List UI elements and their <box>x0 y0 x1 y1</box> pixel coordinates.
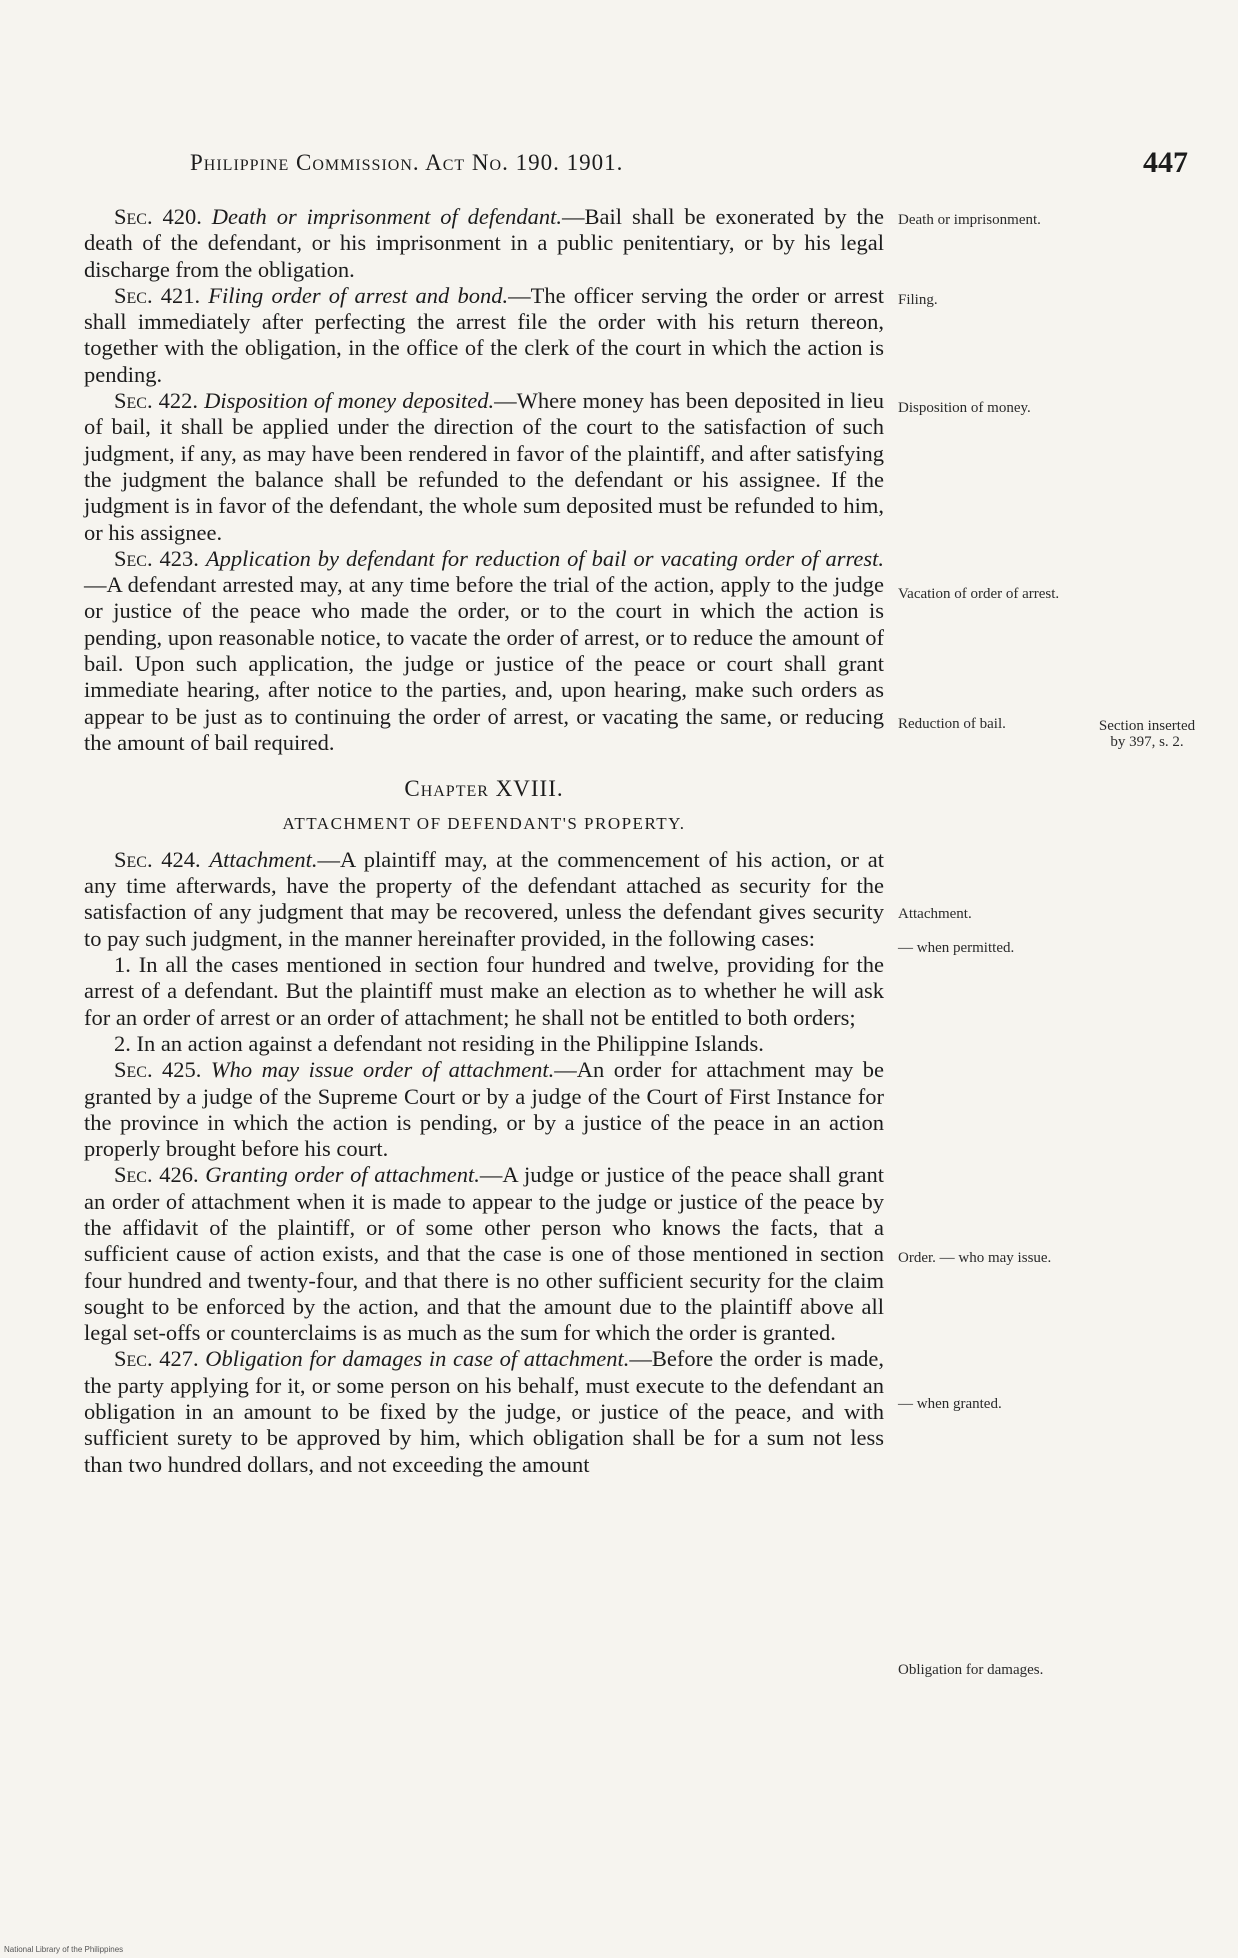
far-margin-note: Section inserted by 397, s. 2. <box>1098 718 1196 750</box>
margin-note-reduction: Reduction of bail. <box>898 716 1006 732</box>
running-head: Philippine Commission. Act No. 190. 1901. <box>190 150 624 175</box>
section-number: Sec. 422. <box>114 388 199 414</box>
clause-text: 2. In an action against a defendant not residing in the Philippine Islands. <box>114 1030 764 1056</box>
section-423 <box>84 546 884 756</box>
section-title: Granting order of attachment. <box>205 1162 480 1188</box>
clause-2 <box>84 1031 884 1057</box>
margin-note-vacation: Vacation of order of arrest. <box>898 586 1060 602</box>
section-title: Who may issue order of attachment. <box>210 1057 555 1083</box>
section-title: Filing order of arrest and bond. <box>208 282 509 308</box>
margin-note-attachment: Attachment. <box>898 906 972 922</box>
section-number: Sec. 426. <box>114 1162 199 1188</box>
section-text: —Before the order is made, the party applying for it, or some person on his behalf, must execute to the defendant an obligation in an amount to be fixed by the judge, or justice of the peace, and with sufficient surety to be approved by him, which obligation shall be for a sum not less than two hundred dollars, and not exceeding the amount <box>84 1346 884 1477</box>
section-title: Application by defendant for reduction of bail or vacating order of arrest. <box>205 545 884 571</box>
chapter-subtitle: ATTACHMENT OF DEFENDANT'S PROPERTY. <box>282 813 686 833</box>
section-number: Sec. 425. <box>114 1057 202 1083</box>
section-420 <box>84 204 884 283</box>
section-426 <box>84 1162 884 1346</box>
margin-note-obligation: Obligation for damages. <box>898 1662 1044 1678</box>
section-number: Sec. 427. <box>114 1346 199 1372</box>
clause-1 <box>84 952 884 1031</box>
margin-note-disposition: Disposition of money. <box>898 400 1031 416</box>
section-text: —A judge or justice of the peace shall grant an order of attachment when it is made to appear to the judge or justice of the peace by the affidavit of the plaintiff, or of some other person who knows the facts, that a sufficient cause of action exists, and that the case is one of those mentioned in section four hundred and twenty-four, and that there is no other sufficient security for the claim sought to be enforced by the action, and that the amount due to the plaintiff above all legal set-offs or counterclaims is as much as the sum for which the order is granted. <box>84 1162 884 1346</box>
section-425 <box>84 1057 884 1162</box>
section-number: Sec. 420. <box>114 204 202 229</box>
section-424 <box>84 847 884 952</box>
section-title: Death or imprisonment of defendant. <box>211 204 563 229</box>
section-421 <box>84 283 884 388</box>
margin-note-filing: Filing. <box>898 292 938 308</box>
section-text: —An order for attachment may be granted by a judge of the Supreme Court or by a judge of the Court of First Instance for the province in which the action is pending, or by a justice of the peace in an action properly brought before his court. <box>84 1057 885 1162</box>
chapter-title: Chapter XVIII. <box>404 776 564 802</box>
margin-note-death: Death or imprisonment. <box>898 212 1041 228</box>
section-text: —A defendant arrested may, at any time before the trial of the action, apply to the judge or justice of the peace who made the order, or to the court in which the action is pending, upon reasonable notice, to vacate the order of arrest, or to reduce the amount of bail. Upon such application, the judge or justice of the peace or court shall grant immediate hearing, after notice to the parties, and, upon hearing, make such orders as appear to be just as to continuing the order of arrest, or vacating the same, or reducing the amount of bail required. <box>84 572 884 755</box>
section-text: —Where money has been deposited in lieu of bail, it shall be applied under the direction of the court to the satisfaction of such judgment, if any, as may have been rendered in favor of the plaintiff, and after satisfying the judgment the balance shall be refunded to the defendant or his assignee. If the judgment is in favor of the defendant, the whole sum deposited must be refunded to him, or his assignee. <box>84 388 884 545</box>
section-title: Disposition of money deposited. <box>204 388 495 414</box>
section-text: —Bail shall be exonerated by the death of the defendant, or his imprisonment in a public penitentiary, or by his legal discharge from the obligation. <box>84 204 885 282</box>
margin-note-order: Order. — who may issue. <box>898 1250 1052 1266</box>
section-number: Sec. 423. <box>114 545 199 571</box>
clause-text: 1. In all the cases mentioned in section four hundred and twelve, providing for the arrest of a defendant. But the plaintiff must make an election as to whether he will ask for an order of arrest or an order of attachment; he shall not be entitled to both orders; <box>84 952 884 1030</box>
section-number: Sec. 421. <box>114 282 201 308</box>
section-title: Obligation for damages in case of attachment. <box>205 1346 630 1372</box>
page-number: 447 <box>1143 146 1188 179</box>
margin-note-when-permitted: — when permitted. <box>898 940 1015 956</box>
section-427 <box>84 1346 884 1477</box>
body-text <box>84 204 884 1478</box>
margin-note-when-granted: — when granted. <box>898 1396 1002 1412</box>
section-number: Sec. 424. <box>114 846 201 872</box>
library-footer: National Library of the Philippines <box>4 1945 124 1954</box>
section-422 <box>84 388 884 546</box>
page-header <box>190 146 1188 186</box>
section-text: —The officer serving the order or arrest shall immediately after perfecting the arrest file the order with his return thereon, together with the obligation, in the office of the clerk of the court in which the action is pending. <box>84 282 884 387</box>
section-title: Attachment. <box>209 846 318 872</box>
section-text: —A plaintiff may, at the commencement of his action, or at any time afterwards, have the property of the defendant attached as security for the satisfaction of any judgment that may be recovered, unless the defendant gives security to pay such judgment, in the manner hereinafter provided, in the following cases: <box>84 846 884 951</box>
